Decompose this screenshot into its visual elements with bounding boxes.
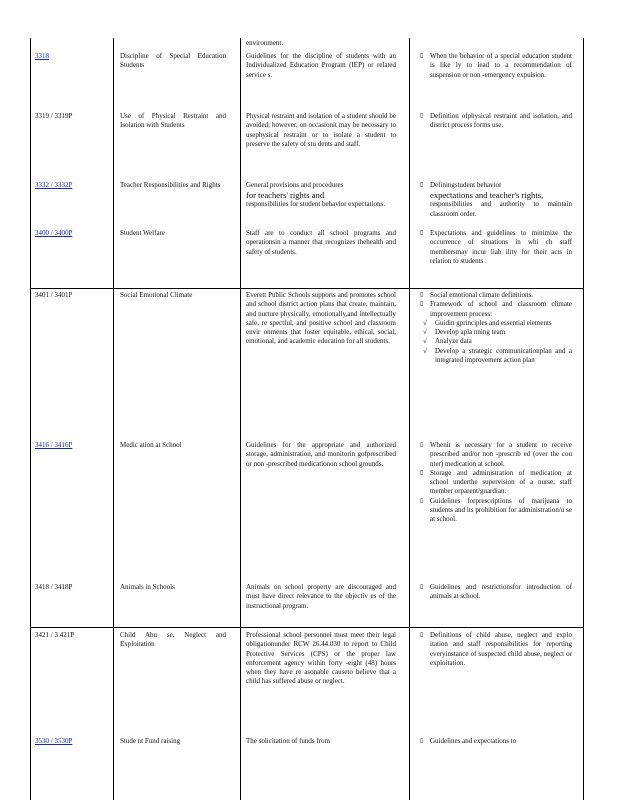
content-cell bbox=[420, 737, 572, 746]
policy-code: 3319 / 3319P bbox=[35, 112, 73, 120]
content-item: ▯ When the behavior of a special education student is like ly to lead to a recommendation of suspension or non -emergency expulsion. bbox=[420, 52, 572, 80]
content-cell bbox=[420, 441, 572, 525]
purpose-cell: Everett Public Schools supports and promotes school and school district action plans that create, maintain, and nurture physically, emotionally,and intellectually safe, re spectful, and positive school and classroom envir onments that foster equitable, ethical, social, emotional, and academic education for all students. bbox=[246, 291, 396, 346]
purpose-cell: Animals on school property are discouraged and must have direct relevance to the objectiv es of the instructional program. bbox=[246, 583, 396, 610]
content-item: ▯ Storage and administration of medication at school underthe supervision of a nurse, staff member orparent/guardian. bbox=[420, 469, 572, 497]
policy-title: Use of Physical Restraint and Isolation with Students bbox=[120, 112, 226, 130]
column-rule bbox=[30, 38, 31, 800]
content-item: ▯ Guidelines and expectations to bbox=[420, 737, 572, 746]
content-subitem: √ Guidin gprinciples and essential elements bbox=[423, 319, 572, 328]
purpose-cell: Professional school personnel must meet their legal obligationunder RCW 26.44.030 to report to Child Protective Services (CPS) or the proper law enforcement agency within forty -eight (48) hours when they have re asonable causeto believe that a child has suffered abuse or neglect. bbox=[246, 631, 396, 686]
purpose-line: responsibilities for student behavior expectations. bbox=[246, 200, 385, 209]
policy-title: Child Abu se, Neglect and Exploitation bbox=[120, 631, 226, 649]
content-item: ▯ Whenit is necessary for a student to receive prescribed and/or non -prescrib ed (over the cou nter) medication at school. bbox=[420, 441, 572, 469]
purpose-cell: Physical restraint and isolation of a student should be avoided; however, on occasionit may be necessary to usephysical restraint or to isolate a student to preserve the safety of stu dents and staff. bbox=[246, 112, 396, 148]
column-rule bbox=[409, 38, 410, 800]
purpose-cell bbox=[246, 181, 396, 210]
content-item: ▯ Definition ofphysical restraint and isolation, and district process forms use. bbox=[420, 112, 572, 131]
purpose-cell: Guidelines for the discipline of students with an Individualized Education Program (IEP) or related service s. bbox=[246, 52, 396, 79]
row-rule bbox=[30, 627, 584, 628]
content-cell bbox=[420, 583, 572, 602]
content-subitem: √ Analyze data bbox=[423, 337, 572, 346]
content-cell bbox=[420, 229, 572, 266]
purpose-cell: Guidelines for the appropriate and authorized storage, administration, and monitorin gofprescribed or non -prescribed medicationon school grounds. bbox=[246, 441, 396, 468]
policy-code-link[interactable]: 3400 / 3400P bbox=[35, 229, 73, 237]
policy-code-link[interactable]: 3530 / 3530P bbox=[35, 737, 73, 745]
purpose-line: for teachers' rights and bbox=[246, 190, 325, 201]
policy-code-link[interactable]: 3332 / 3332P bbox=[35, 181, 73, 189]
content-cell bbox=[420, 291, 572, 365]
policy-code-link[interactable]: 3416 / 3416P bbox=[35, 441, 73, 449]
column-rule bbox=[113, 38, 114, 800]
policy-code-link[interactable]: 3318 bbox=[35, 52, 49, 60]
policy-title: Medic ation at School bbox=[120, 441, 182, 449]
purpose-line: General provisions and procedures bbox=[246, 181, 344, 189]
policy-title: Discipline of Special Education Students bbox=[120, 52, 226, 70]
content-item: ▯ Guidelines and restrictionsfor introduction of animals at school. bbox=[420, 583, 572, 602]
policy-code: 3401 / 3401P bbox=[35, 291, 73, 299]
content-subitem: √ Develop a strategic communicationplan and a integrated improvement action plan bbox=[423, 347, 572, 366]
content-item: ▯ Social emotional climate definitions. bbox=[420, 291, 572, 300]
content-cell bbox=[420, 181, 572, 219]
policy-title: Teacher Responsibilities and Rights bbox=[120, 181, 221, 189]
content-cell bbox=[420, 631, 572, 668]
policy-title: Stude nt Fund raising bbox=[120, 737, 181, 745]
policy-code: 3418 / 3418P bbox=[35, 583, 73, 591]
content-cell bbox=[420, 52, 572, 80]
content-cell bbox=[420, 112, 572, 131]
column-rule bbox=[583, 38, 584, 800]
purpose-cell: environment. bbox=[246, 39, 284, 47]
policy-title: Student Welfare bbox=[120, 229, 165, 237]
content-item: ▯ Guidelines forprescriptions of marijuana to students and its prohibition for administration/u se at school. bbox=[420, 497, 572, 525]
policy-code: 3421 / 3 421P bbox=[35, 631, 75, 639]
content-item: ▯ Framework of school and classroom climate improvement process: bbox=[420, 300, 572, 319]
purpose-cell: The solicitation of funds from bbox=[246, 737, 330, 745]
column-rule bbox=[240, 38, 241, 800]
purpose-cell: Staff are to conduct all school programs and operationsin a manner that recognizes thehealth and safety of students. bbox=[246, 229, 396, 256]
content-subitem: √ Develop apla nning team bbox=[423, 328, 572, 337]
content-item: ▯ Expectations and guidelines to minimize the occurrence of situations in whi ch staff membersmay incur liab ility for their acts in relation to students . bbox=[420, 229, 572, 266]
content-item: ▯ Definingstudent behavior expectations and teacher's rights, responsibilities and authority to maintain classroom order. bbox=[420, 181, 572, 219]
row-rule bbox=[30, 288, 584, 289]
policy-title: Animals in Schools bbox=[120, 583, 175, 591]
content-item: ▯ Definitions of child abuse, neglect and explo itation and staff responsibilities for reporting everyinstance of suspected child abuse, neglect or exploitation. bbox=[420, 631, 572, 668]
policy-title: Social Emotional Climate bbox=[120, 291, 193, 299]
